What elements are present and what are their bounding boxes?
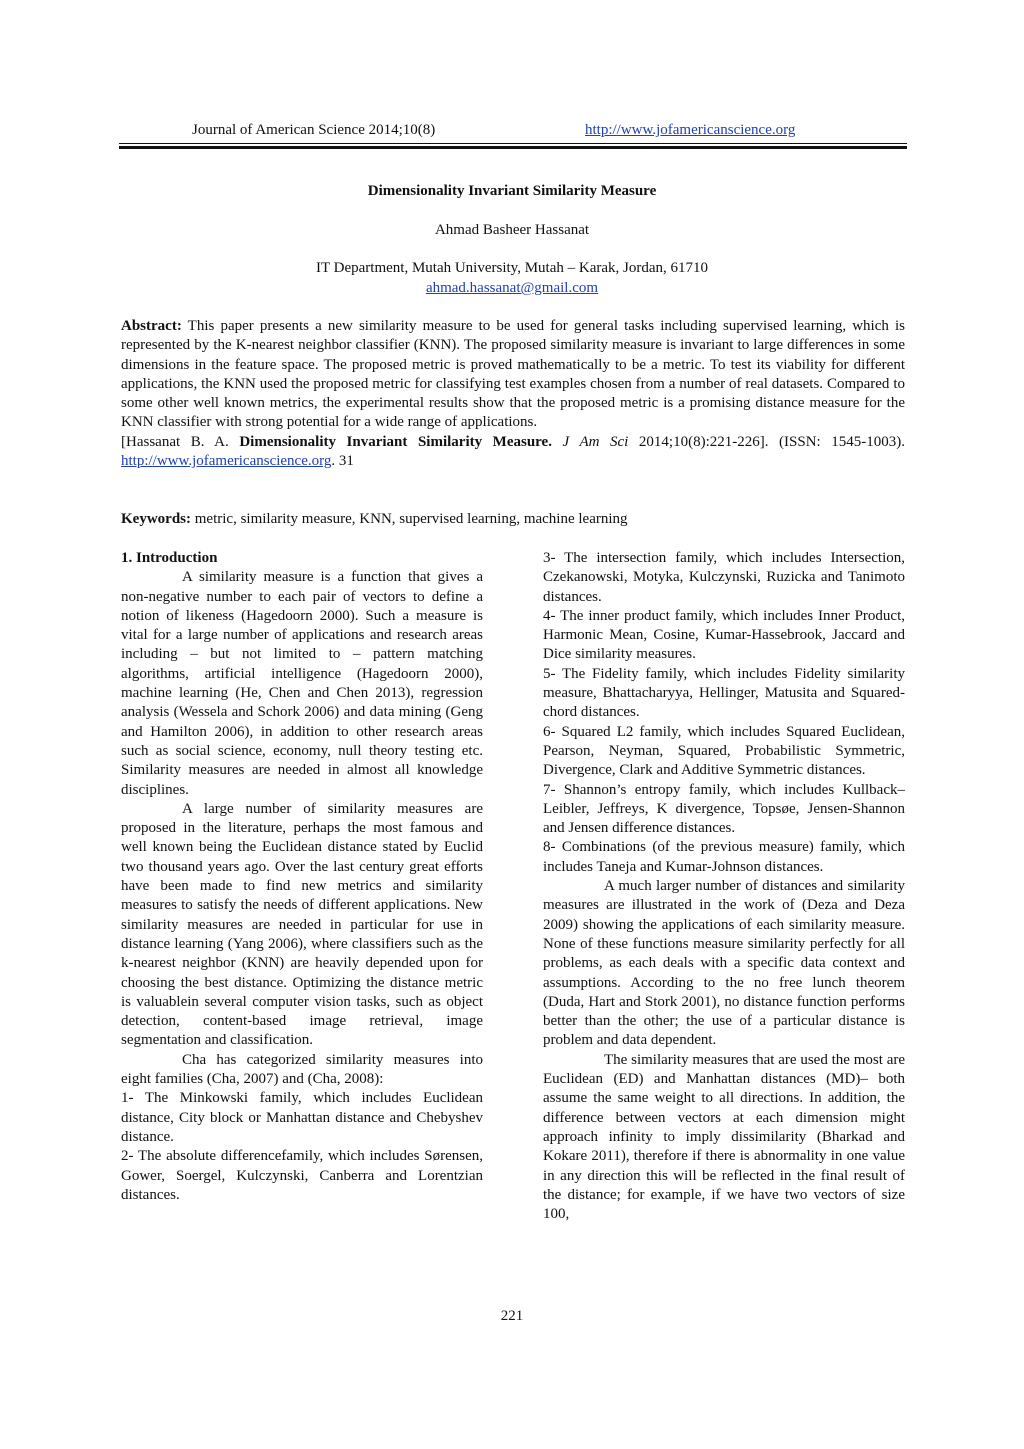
header-rule-thin	[119, 143, 907, 144]
citation-url-link[interactable]: http://www.jofamericanscience.org	[121, 453, 332, 470]
intro-paragraph-5: The similarity measures that are used the most are Euclidean (ED) and Manhattan distances (MD)– both assume the same weight to all directions. In addition, the difference between vectors at each dimension might approach infinity to imply dissimilarity (Bharkad and Kokare 2011), therefore if there is abnormality in one value in any direction this will be reflected in the final result of the distance; for example, if we have two vectors of size 100,	[543, 1051, 905, 1223]
citation-line	[121, 433, 905, 472]
left-column	[121, 549, 483, 1205]
intro-paragraph-2: A large number of similarity measures are proposed in the literature, perhaps the most famous and well known being the Euclidean distance stated by Euclid two thousand years ago. Over the last century great efforts have been made to find new metrics and similarity measures to satisfy the needs of different applications. New similarity measures are needed in particular for use in distance learning (Yang 2006), where classifiers such as the k-nearest neighbor (KNN) are heavily depended upon for choosing the best distance. Optimizing the distance metric is valuablein several computer vision tasks, such as object detection, content-based image retrieval, image segmentation and classification.	[121, 800, 483, 1049]
intro-paragraph-4: A much larger number of distances and similarity measures are illustrated in the work of (Deza and Deza 2009) showing the applications of each similarity measure. None of these functions measure similarity perfectly for all problems, as each deals with a specific data context and assumptions. According to the no free lunch theorem (Duda, Hart and Stork 2001), no distance function performs better than the other; the use of a particular distance is problem and data dependent.	[543, 878, 905, 1049]
intro-paragraph-3: Cha has categorized similarity measures into eight families (Cha, 2007) and (Cha, 2008):	[121, 1051, 483, 1088]
author-email-line	[0, 280, 1024, 297]
citation-journal: J Am Sci	[562, 433, 629, 450]
right-column	[543, 549, 905, 1224]
abstract-text: This paper presents a new similarity measure to be used for general tasks including supervised learning, which is represented by the K-nearest neighbor classifier (KNN). The proposed similarity measure is invariant to large differences in some dimensions in the feature space. The proposed metric is proved mathematically to be a metric. To test its viability for different applications, the KNN used the proposed metric for classifying test examples chosen from a number of real datasets. Compared to some other well known metrics, the experimental results show that the proposed metric is a promising distance measure for the KNN classifier with strong potential for a wide range of applications.	[121, 318, 905, 431]
citation-details: 2014;10(8):221-226]. (ISSN: 1545-1003).	[638, 433, 906, 450]
paper-affiliation: IT Department, Mutah University, Mutah – Karak, Jordan, 61710	[316, 260, 708, 276]
section-heading-introduction: 1. Introduction	[121, 550, 218, 566]
keywords-line	[121, 511, 905, 528]
family-item-7: 7- Shannon’s entropy family, which includes Kullback–Leibler, Jeffreys, K divergence, Topsøe, Jensen-Shannon and Jensen difference distances.	[543, 781, 905, 837]
author-email-link[interactable]: ahmad.hassanat@gmail.com	[425, 280, 599, 296]
paper-title: Dimensionality Invariant Similarity Measure	[367, 183, 657, 199]
abstract-paragraph	[121, 317, 905, 433]
citation-title: Dimensionality Invariant Similarity Measure.	[239, 433, 552, 450]
journal-header: Journal of American Science 2014;10(8)	[192, 122, 436, 138]
abstract-block	[121, 317, 905, 471]
header-rule-thick	[119, 146, 907, 149]
page-number: 221	[500, 1308, 524, 1324]
journal-url-link[interactable]: http://www.jofamericanscience.org	[585, 122, 796, 138]
family-item-6: 6- Squared L2 family, which includes Squared Euclidean, Pearson, Neyman, Squared, Probabilistic Symmetric, Divergence, Clark and Additive Symmetric distances.	[543, 723, 905, 779]
paper-author: Ahmad Basheer Hassanat	[434, 222, 590, 238]
family-item-2: 2- The absolute differencefamily, which includes Sørensen, Gower, Soergel, Kulczynski, Canberra and Lorentzian distances.	[121, 1148, 483, 1203]
keywords-label: Keywords:	[121, 511, 191, 527]
family-item-1: 1- The Minkowski family, which includes Euclidean distance, City block or Manhattan distance and Chebyshev distance.	[121, 1090, 483, 1145]
citation-prefix: [Hassanat B. A.	[121, 433, 229, 450]
citation-suffix: . 31	[331, 453, 354, 470]
family-item-4: 4- The inner product family, which includes Inner Product, Harmonic Mean, Cosine, Kumar-Hassebrook, Jaccard and Dice similarity measures.	[543, 607, 905, 663]
abstract-label: Abstract:	[121, 318, 182, 334]
family-item-3: 3- The intersection family, which includes Intersection, Czekanowski, Motyka, Kulczynski, Ruzicka and Tanimoto distances.	[543, 550, 905, 605]
keywords-text: metric, similarity measure, KNN, supervised learning, machine learning	[194, 511, 628, 527]
family-item-5: 5- The Fidelity family, which includes Fidelity similarity measure, Bhattacharyya, Hellinger, Matusita and Squared-chord distances.	[543, 665, 905, 721]
family-item-8: 8- Combinations (of the previous measure) family, which includes Taneja and Kumar-Johnson distances.	[543, 839, 905, 875]
intro-paragraph-1: A similarity measure is a function that gives a non-negative number to each pair of vectors to define a notion of likeness (Hagedoorn 2000). Such a measure is vital for a large number of applications and research areas including – but not limited to – pattern matching algorithms, artificial intelligence (Hagedoorn 2000), machine learning (He, Chen and Chen 2013), regression analysis (Wessela and Schork 2006) and data mining (Geng and Hamilton 2006), in addition to other research areas such as social science, economy, null theory testing etc. Similarity measures are needed in almost all knowledge disciplines.	[121, 569, 483, 798]
